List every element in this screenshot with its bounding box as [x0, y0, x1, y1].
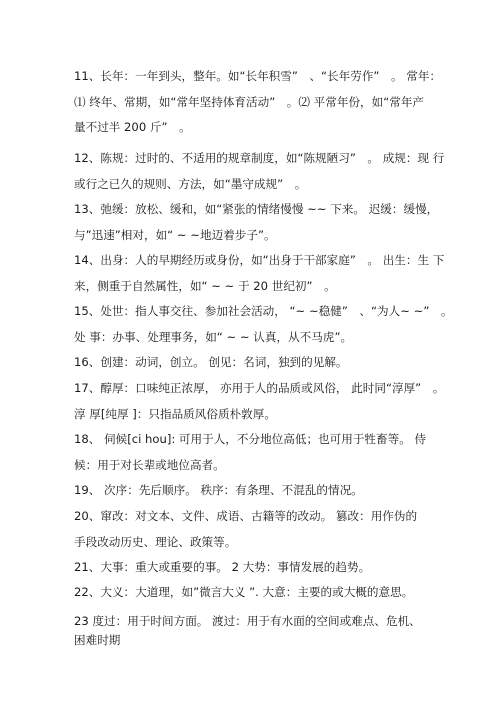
text-line: 困难时期	[74, 633, 121, 647]
text-line: ⑴ 终年、常期，如“常年坚持体育活动” 。⑵ 平常年份，如“常年产	[74, 94, 425, 109]
entry-13	[74, 197, 439, 248]
text-line: 13、弛缓：放松、缓和，如“紧张的情绪慢慢 ~~ 下来。 迟缓：缓慢，	[74, 202, 439, 216]
entry-15	[74, 299, 453, 350]
text-line: 处 事：办事、处理事务，如“ ~ ~ 认真，从不马虎”。	[74, 329, 353, 344]
entry-20	[74, 504, 436, 555]
entry-19	[74, 478, 436, 504]
text-line: 量不过半 200 斤” 。	[74, 120, 191, 134]
text-line: 手段改动历史、理论、政策等。	[74, 534, 237, 549]
text-line: 16、创建：动词，创立。 创见：名词，独到的见解。	[74, 355, 348, 369]
text-line: 淳 厚[纯厚 ]：只指品质风俗质朴敦厚。	[74, 406, 276, 421]
text-line: 21、大事：重大或重要的事。 2 大势：事情发展的趋势。	[74, 560, 371, 574]
text-line: 或行之已久的规则、方法，如“墨守成规” 。	[74, 176, 307, 191]
text-line: 11、长年：一年到头，整年。如“长年积雪” 、“长年劳作” 。 常年：	[74, 69, 442, 83]
entry-23	[74, 612, 436, 650]
entry-11	[74, 64, 442, 141]
text-line: 22、大义：大道理，如”微言大义 ”. 大意：主要的或大概的意思。	[74, 585, 414, 599]
text-line: 14、出身：人的早期经历或身份，如“出身于干部家庭” 。 出生：生 下	[74, 253, 445, 267]
text-line: 15、处世：指人事交往、参加社会活动， “~ ~稳健” 、“为人~ ~” 。	[74, 304, 453, 318]
entry-22	[74, 580, 436, 606]
entry-16	[74, 350, 436, 376]
entry-12	[74, 146, 445, 197]
text-line: 12、陈规：过时的、不适用的规章制度，如“陈规陋习” 。 成规：现 行	[74, 151, 445, 165]
text-line: 与”迅速”相对，如“ ~ ~地迈着步子”。	[74, 227, 276, 242]
entry-14	[74, 248, 445, 299]
text-line: 18、 伺候[ci hou]: 可用于人，不分地位高低；也可用于牲畜等。 侍	[74, 432, 427, 446]
text-line: 20、窜改：对文本、文件、成语、古籍等的改动。 篡改：用作伪的	[74, 509, 418, 523]
entry-18	[74, 427, 436, 478]
entry-21	[74, 555, 436, 581]
text-line: 候：用于对长辈或地位高者。	[74, 457, 225, 472]
text-line: 17、醇厚：口味纯正浓厚， 亦用于人的品质或风俗， 此时同“淳厚” 。	[74, 381, 445, 395]
text-line: 23 度过：用于时间方面。 渡过：用于有水面的空间或难点、危机、	[74, 614, 421, 628]
text-line: 来，侧重于自然属性，如“ ~ ~ 于 20 世纪初” 。	[74, 278, 336, 293]
entry-17	[74, 376, 445, 427]
text-line: 19、 次序：先后顺序。 秩序：有条理、不混乱的情况。	[74, 483, 363, 497]
